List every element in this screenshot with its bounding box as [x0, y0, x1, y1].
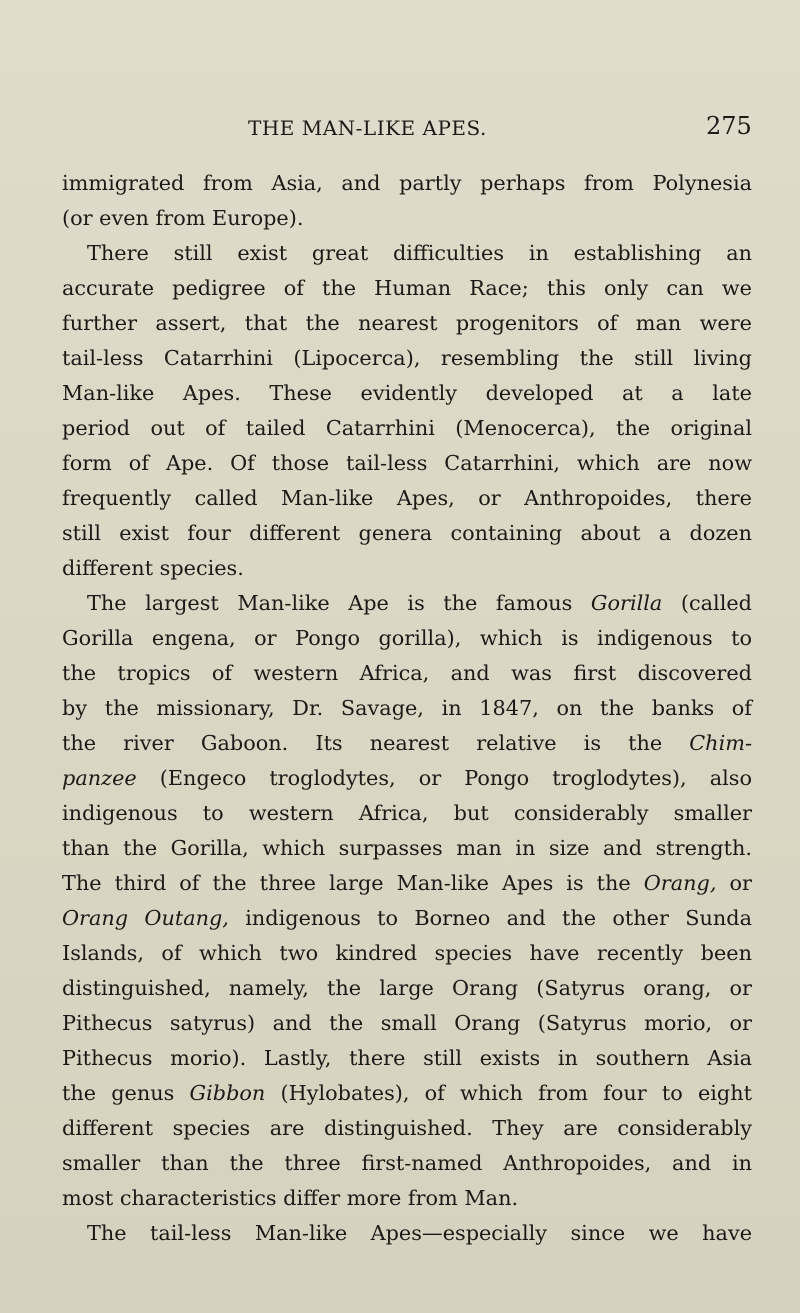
- text-line: the tropics of western Africa, and was first discovered: [62, 661, 752, 685]
- text-line: Man-like Apes. These evidently developed at a late: [62, 381, 752, 405]
- text-run: (Hylobates), of which from four to eight: [280, 1081, 752, 1105]
- text-line: indigenous to western Africa, but considerably smaller: [62, 801, 752, 825]
- text-line: than the Gorilla, which surpasses man in size and strength.: [62, 836, 752, 860]
- text-line: tail-less Catarrhini (Lipocerca), resembling the still living: [62, 346, 752, 370]
- text-line: Pithecus satyrus) and the small Orang (Satyrus morio, or: [62, 1011, 752, 1035]
- text-line: most characteristics differ more from Man.: [62, 1186, 519, 1210]
- text-line: The tail-less Man-like Apes—especially since we have: [87, 1221, 752, 1245]
- running-head: THE MAN-LIKE APES.: [248, 116, 487, 140]
- species-name-italic: Orang,: [643, 871, 717, 895]
- text-line: smaller than the three first-named Anthropoides, and in: [62, 1151, 752, 1175]
- text-line: period out of tailed Catarrhini (Menocerca), the original: [62, 416, 752, 440]
- text-line: distinguished, namely, the large Orang (Satyrus orang, or: [62, 976, 752, 1000]
- text-run: the genus: [62, 1081, 175, 1105]
- text-line: [62, 1076, 752, 1111]
- text-line: different species.: [62, 556, 244, 580]
- text-run: The largest Man-like Ape is the famous: [87, 591, 573, 615]
- text-line: immigrated from Asia, and partly perhaps from Polynesia: [62, 171, 752, 195]
- text-run: (Engeco troglodytes, or Pongo troglodytes), also: [159, 766, 752, 790]
- text-line: Islands, of which two kindred species have recently been: [62, 941, 752, 965]
- text-line: different species are distinguished. They are considerably: [62, 1116, 752, 1140]
- text-run: The third of the three large Man-like Apes is the: [62, 871, 631, 895]
- text-line: form of Ape. Of those tail-less Catarrhini, which are now: [62, 451, 752, 475]
- text-line: accurate pedigree of the Human Race; this only can we: [62, 276, 752, 300]
- text-line: [62, 866, 752, 901]
- species-name-italic: panzee: [62, 766, 137, 790]
- text-line: [62, 761, 752, 796]
- text-line: Pithecus morio). Lastly, there still exists in southern Asia: [62, 1046, 752, 1070]
- text-run: (called: [680, 591, 752, 615]
- text-line: [62, 726, 752, 761]
- species-name-italic: Gorilla: [590, 591, 663, 615]
- text-line: Gorilla engena, or Pongo gorilla), which is indigenous to: [62, 626, 752, 650]
- text-line: [62, 901, 752, 936]
- text-line: still exist four different genera containing about a dozen: [62, 521, 752, 545]
- text-run: indigenous to Borneo and the other Sunda: [245, 906, 752, 930]
- text-line: (or even from Europe).: [62, 206, 304, 230]
- text-line: There still exist great difficulties in establishing an: [87, 241, 752, 265]
- text-line: further assert, that the nearest progenitors of man were: [62, 311, 752, 335]
- page-number: 275: [706, 112, 752, 140]
- body-text: [62, 166, 752, 1251]
- species-name-italic: Gibbon: [189, 1081, 266, 1105]
- text-line: [62, 586, 752, 621]
- text-run: the river Gaboon. Its nearest relative is the: [62, 731, 663, 755]
- species-name-italic: Chim-: [689, 731, 752, 755]
- text-line: by the missionary, Dr. Savage, in 1847, on the banks of: [62, 696, 752, 720]
- text-line: frequently called Man-like Apes, or Anthropoides, there: [62, 486, 752, 510]
- text-run: or: [729, 871, 752, 895]
- species-name-italic: Orang Outang,: [62, 906, 229, 930]
